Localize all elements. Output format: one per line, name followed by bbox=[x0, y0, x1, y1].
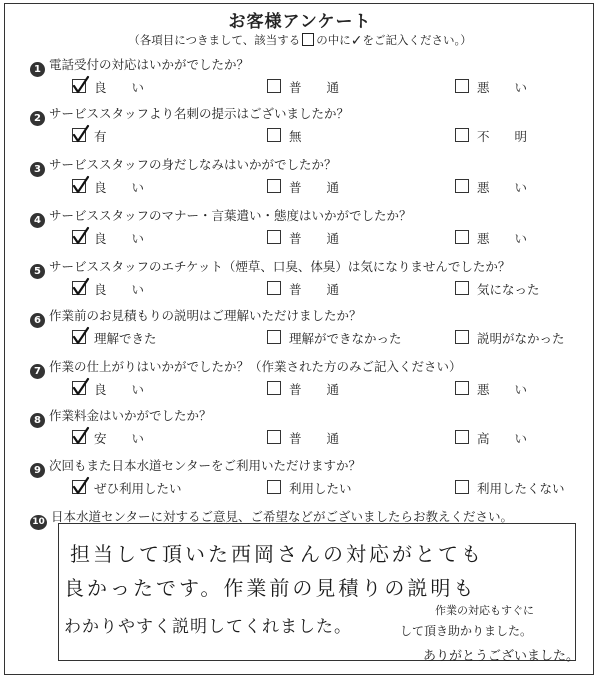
checkbox[interactable] bbox=[267, 281, 281, 295]
comment-line-3: わかりやすく説明してくれました。 bbox=[64, 617, 352, 637]
instruction-after: をご記入ください。） bbox=[362, 33, 472, 47]
checked-checkbox[interactable] bbox=[72, 281, 86, 295]
checkbox[interactable] bbox=[267, 230, 281, 244]
question-title bbox=[30, 104, 349, 126]
option-label: 利用したくない bbox=[477, 481, 565, 496]
comment-line-1: 担当して頂いた西岡さんの対応がとても bbox=[70, 542, 484, 566]
question-text: 電話受付の対応はいかがでしたか？ bbox=[49, 57, 250, 72]
option-label: 良 い bbox=[94, 180, 145, 195]
checked-checkbox[interactable] bbox=[72, 430, 86, 444]
option-label: 理解できた bbox=[94, 331, 157, 346]
option-label: 理解ができなかった bbox=[289, 331, 402, 346]
checkmark-icon bbox=[71, 175, 91, 195]
question-text: 作業料金はいかがでしたか？ bbox=[49, 408, 212, 423]
checked-checkbox[interactable] bbox=[72, 480, 86, 494]
question-number-badge: 6 bbox=[30, 313, 45, 328]
option-label: 普 通 bbox=[289, 231, 340, 246]
option-label: 良 い bbox=[94, 80, 145, 95]
question-title bbox=[30, 206, 412, 228]
checkmark-icon bbox=[71, 226, 91, 246]
question-number-badge: 4 bbox=[30, 213, 45, 228]
checkbox[interactable] bbox=[455, 179, 469, 193]
option-label: 普 通 bbox=[289, 382, 340, 397]
question-text: 作業の仕上がりはいかがでしたか？（作業された方のみご記入ください） bbox=[49, 359, 462, 374]
option-label: 普 通 bbox=[289, 80, 340, 95]
question-2 bbox=[0, 104, 600, 154]
question-9 bbox=[0, 456, 600, 506]
question-text: サービススタッフのエチケット（煙草、口臭、体臭）は気になりませんでしたか？ bbox=[49, 259, 511, 274]
question-number-badge: 7 bbox=[30, 364, 45, 379]
question-title bbox=[30, 155, 337, 177]
comment-line-3b: 作業の対応もすぐに bbox=[435, 604, 534, 617]
checkbox[interactable] bbox=[455, 79, 469, 93]
checkmark-icon bbox=[71, 377, 91, 397]
checked-checkbox[interactable] bbox=[72, 128, 86, 142]
checkmark-icon bbox=[71, 326, 91, 346]
checkmark-icon bbox=[71, 75, 91, 95]
checkbox[interactable] bbox=[267, 430, 281, 444]
option-label: 普 通 bbox=[289, 180, 340, 195]
option-label: 悪 い bbox=[477, 180, 528, 195]
option-label: 良 い bbox=[94, 382, 145, 397]
option-label: 不 明 bbox=[477, 129, 528, 144]
checkmark-sample-icon: ✓ bbox=[350, 33, 363, 49]
question-number-badge: 10 bbox=[30, 515, 47, 530]
checkbox[interactable] bbox=[455, 128, 469, 142]
checked-checkbox[interactable] bbox=[72, 79, 86, 93]
checkbox[interactable] bbox=[455, 381, 469, 395]
checkbox[interactable] bbox=[455, 230, 469, 244]
comment-line-3c: して頂き助かりました。 bbox=[400, 624, 533, 638]
checkmark-icon bbox=[71, 476, 91, 496]
question-1 bbox=[0, 55, 600, 105]
question-text: サービススタッフより名刺の提示はございましたか？ bbox=[49, 106, 350, 121]
checkbox[interactable] bbox=[267, 79, 281, 93]
checked-checkbox[interactable] bbox=[72, 179, 86, 193]
checkmark-icon bbox=[71, 277, 91, 297]
checked-checkbox[interactable] bbox=[72, 230, 86, 244]
checkbox[interactable] bbox=[267, 381, 281, 395]
option-label: ぜひ利用したい bbox=[94, 481, 182, 496]
question-number-badge: 5 bbox=[30, 264, 45, 279]
checkmark-icon bbox=[71, 124, 91, 144]
checkbox[interactable] bbox=[455, 430, 469, 444]
question-text: サービススタッフのマナー・言葉遣い・態度はいかがでしたか？ bbox=[49, 208, 412, 223]
checked-checkbox[interactable] bbox=[72, 330, 86, 344]
option-label: 良 い bbox=[94, 282, 145, 297]
question-8 bbox=[0, 406, 600, 456]
question-6 bbox=[0, 306, 600, 356]
question-number-badge: 8 bbox=[30, 413, 45, 428]
checkbox[interactable] bbox=[267, 179, 281, 193]
option-label: 有 bbox=[94, 129, 107, 144]
option-label: 説明がなかった bbox=[477, 331, 565, 346]
question-number-badge: 9 bbox=[30, 463, 45, 478]
checkbox-sample-icon bbox=[302, 33, 314, 46]
checkbox[interactable] bbox=[267, 330, 281, 344]
question-title bbox=[30, 357, 462, 379]
option-label: 悪 い bbox=[477, 80, 528, 95]
checkbox[interactable] bbox=[267, 128, 281, 142]
checkbox[interactable] bbox=[455, 281, 469, 295]
question-5 bbox=[0, 257, 600, 307]
checkbox[interactable] bbox=[267, 480, 281, 494]
instruction-middle: の中に bbox=[316, 33, 351, 47]
option-label: 普 通 bbox=[289, 282, 340, 297]
question-text: 作業前のお見積もりの説明はご理解いただけましたか？ bbox=[49, 308, 362, 323]
question-text: 日本水道センターに対するご意見、ご希望などがございましたらお教えください。 bbox=[51, 509, 514, 524]
question-title bbox=[30, 55, 249, 77]
option-label: 普 通 bbox=[289, 431, 340, 446]
survey-title: お客様アンケート bbox=[228, 12, 372, 32]
comment-line-2: 良かったです。作業前の見積りの説明も bbox=[64, 576, 477, 600]
question-7 bbox=[0, 357, 600, 407]
checkbox[interactable] bbox=[455, 480, 469, 494]
option-label: 気になった bbox=[477, 282, 540, 297]
checkmark-icon bbox=[71, 426, 91, 446]
question-number-badge: 1 bbox=[30, 62, 45, 77]
checked-checkbox[interactable] bbox=[72, 381, 86, 395]
option-label: 良 い bbox=[94, 231, 145, 246]
option-label: 安 い bbox=[94, 431, 145, 446]
option-label: 悪 い bbox=[477, 382, 528, 397]
question-3 bbox=[0, 155, 600, 205]
question-4 bbox=[0, 206, 600, 256]
question-number-badge: 2 bbox=[30, 111, 45, 126]
checkbox[interactable] bbox=[455, 330, 469, 344]
question-text: サービススタッフの身だしなみはいかがでしたか？ bbox=[49, 157, 337, 172]
option-label: 利用したい bbox=[289, 481, 352, 496]
question-title bbox=[30, 406, 212, 428]
question-title bbox=[30, 456, 361, 478]
question-number-badge: 3 bbox=[30, 162, 45, 177]
option-label: 無 bbox=[289, 129, 302, 144]
option-label: 高 い bbox=[477, 431, 528, 446]
comment-line-4: ありがとうございました。 bbox=[423, 649, 580, 664]
question-text: 次回もまた日本水道センターをご利用いただけますか？ bbox=[49, 458, 362, 473]
instruction-before: （各項目につきまして、該当する bbox=[128, 33, 301, 47]
question-title bbox=[30, 306, 362, 328]
option-label: 悪 い bbox=[477, 231, 528, 246]
question-title bbox=[30, 257, 510, 279]
instruction-line bbox=[0, 32, 600, 49]
